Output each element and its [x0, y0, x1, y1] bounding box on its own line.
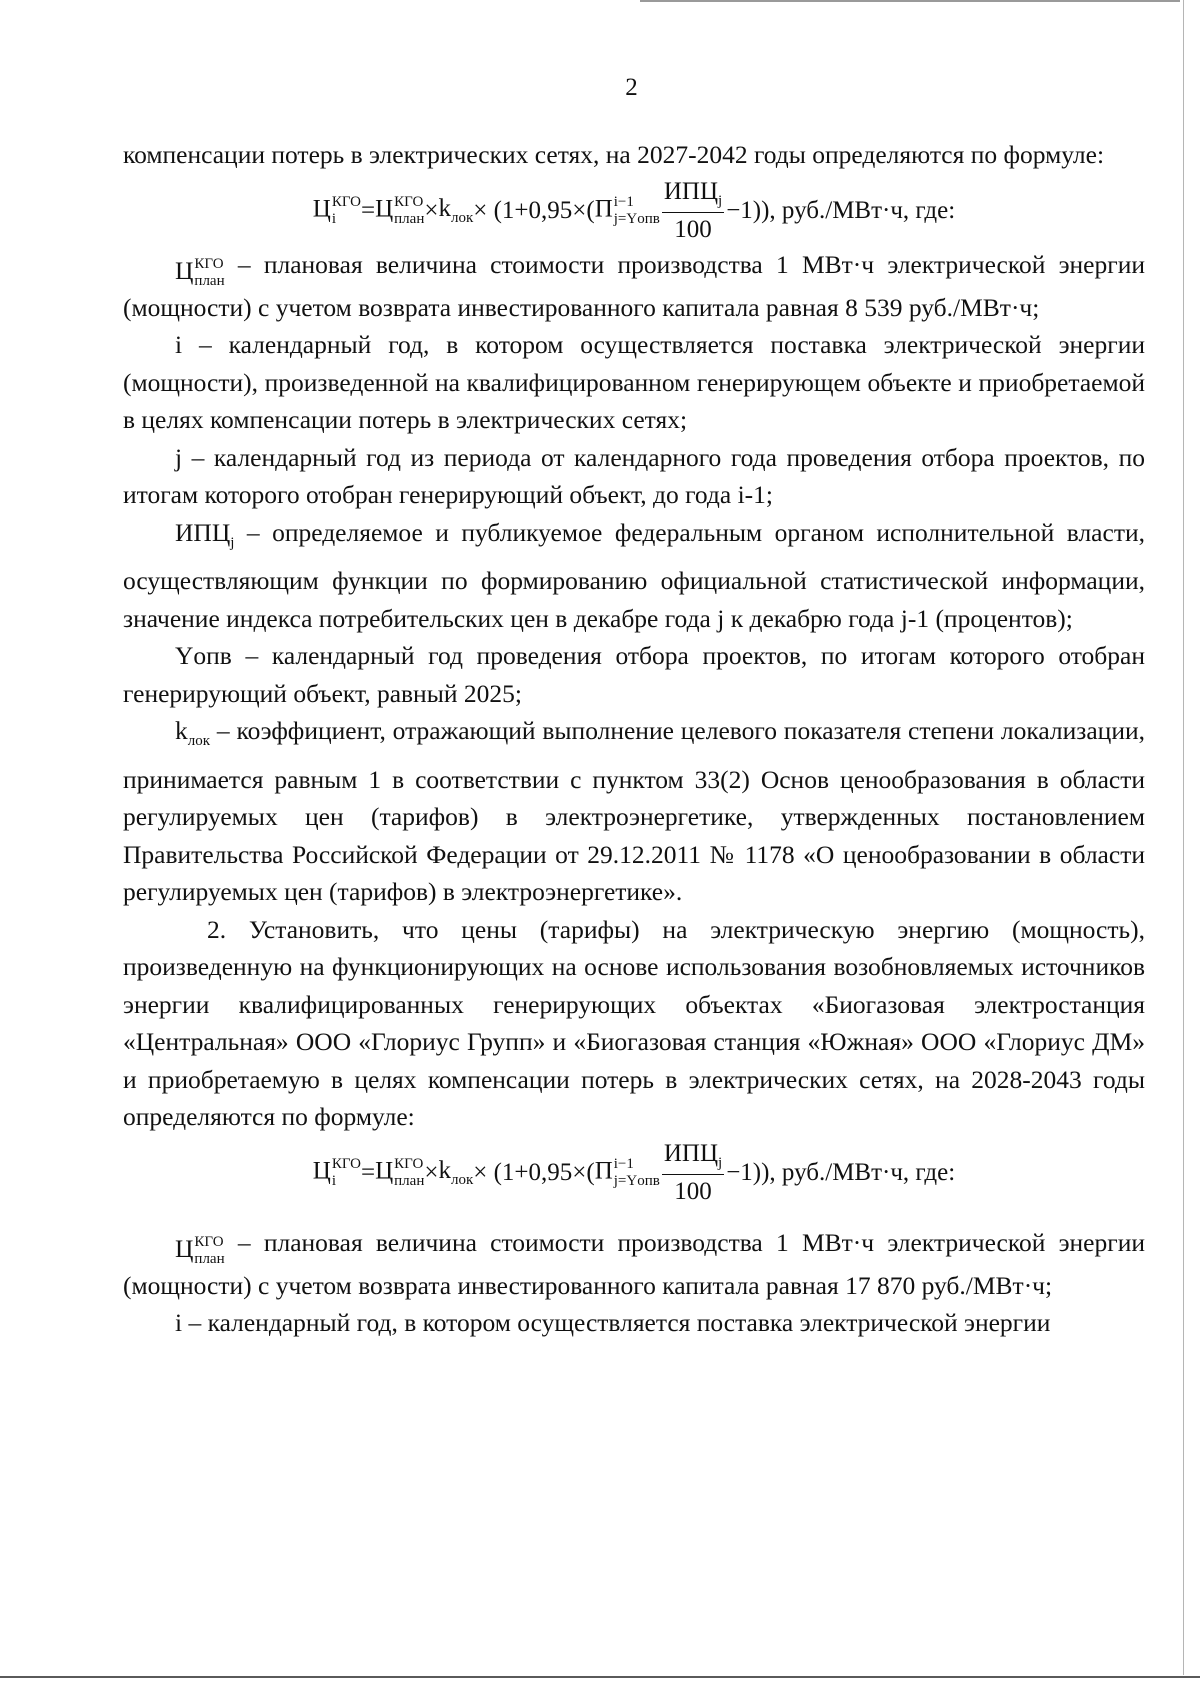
- scan-edge-top: [640, 0, 1180, 2]
- price-formula-1: [123, 174, 1145, 246]
- formula-k-lok: $k_{лок}$: [438, 1156, 474, 1188]
- page-number: 2: [625, 74, 638, 101]
- price-formula-2: [123, 1136, 1145, 1208]
- symbol-plan-price: Ц КГО план: [175, 1233, 225, 1267]
- spacer: [123, 1208, 1145, 1224]
- scan-edge-bottom: [0, 1676, 1200, 1678]
- formula-middle: × (1+0,95×(: [473, 197, 595, 225]
- paragraph-intro: компенсации потерь в электрических сетях, на 2027-2042 годы определяются по формуле:: [123, 140, 1105, 169]
- formula-k-lok: $k_{лок}$: [438, 194, 474, 226]
- symbol-plan-price: Ц КГО план: [175, 255, 225, 289]
- formula-fraction: $\frac{ИПЦ_j}{100}$: [663, 178, 723, 244]
- definition-plan-price-2: Ц КГО план – плановая величина стоимости производства 1 МВт·ч электрической энергии (мощности) с учетом возврата инвестированного капитала равная 17 870 руб./МВт·ч;: [123, 1227, 1145, 1300]
- formula-fraction: $\frac{ИПЦ_j}{100}$: [663, 1140, 723, 1206]
- document-body: [123, 136, 1145, 1342]
- formula-equals: =: [360, 197, 376, 225]
- definition-yopv: Yопв – календарный год проведения отбора проектов, по итогам которого отобран генерирующий объект, равный 2025;: [123, 641, 1145, 708]
- formula-middle: × (1+0,95×(: [473, 1159, 595, 1187]
- formula-times: ×: [424, 1159, 439, 1187]
- definition-j: j – календарный год из периода от календарного года проведения отбора проектов, по итогам которого отобран генерирующий объект, до года i-1;: [123, 442, 1145, 510]
- formula-equals: =: [360, 1159, 376, 1187]
- definition-ipc: $ИПЦ_j$ – определяемое и публикуемое федеральным органом исполнительной власти, осуществляющим функции по формированию официальной статистической информации, значение индекса потребительских цен в декабре года j к декабрю года j-1 (процентов);: [123, 517, 1145, 633]
- formula-product: П i−1 j=Yопв: [594, 193, 660, 227]
- definition-plan-price-1: Ц КГО план – плановая величина стоимости производства 1 МВт·ч электрической энергии (мощности) с учетом возврата инвестированного капитала равная 8 539 руб./МВт·ч;: [123, 249, 1145, 322]
- scan-edge-right: [1183, 0, 1184, 1675]
- formula-plan-price: Ц КГО план: [375, 1155, 425, 1189]
- definition-k-lok: $k_{лок}$ – коэффициент, отражающий выполнение целевого показателя степени локализации, принимается равным 1 в соответствии с пунктом 33(2) Основ ценообразования в области регулируемых цен (тарифов) в электроэнергетике, утвержденных постановлением Правительства Российской Федерации от 29.12.2011 № 1178 «О ценообразовании в области регулируемых цен (тарифов) в электроэнергетике».: [123, 716, 1145, 907]
- formula-tail: −1)), руб./МВт·ч, где:: [726, 197, 956, 225]
- formula-product: П i−1 j=Yопв: [594, 1155, 660, 1189]
- formula-lhs: Ц КГО i: [312, 1155, 361, 1189]
- formula-tail: −1)), руб./МВт·ч, где:: [726, 1159, 956, 1187]
- definition-i-continued: i – календарный год, в котором осуществляется поставка электрической энергии: [175, 1308, 1051, 1338]
- formula-plan-price: Ц КГО план: [375, 193, 425, 227]
- formula-times: ×: [424, 197, 439, 225]
- formula-lhs: Ц КГО i: [312, 193, 361, 227]
- definition-i: i – календарный год, в котором осуществляется поставка электрической энергии (мощности), произведенной на квалифицированном генерирующем объекте и приобретаемой в целях компенсации потерь в электрических сетях;: [123, 330, 1145, 435]
- item-2-paragraph: 2. Установить, что цены (тарифы) на электрическую энергию (мощность), произведенную на функционирующих на основе использования возобновляемых источников энергии квалифицированных генерирующих объектах «Биогазовая электростанция «Центральная» ООО «Глориус Групп» и «Биогазовая станция «Южная» ООО «Глориус ДМ» и приобретаемую в целях компенсации потерь в электрических сетях, на 2028-2043 годы определяются по формуле:: [123, 914, 1145, 1132]
